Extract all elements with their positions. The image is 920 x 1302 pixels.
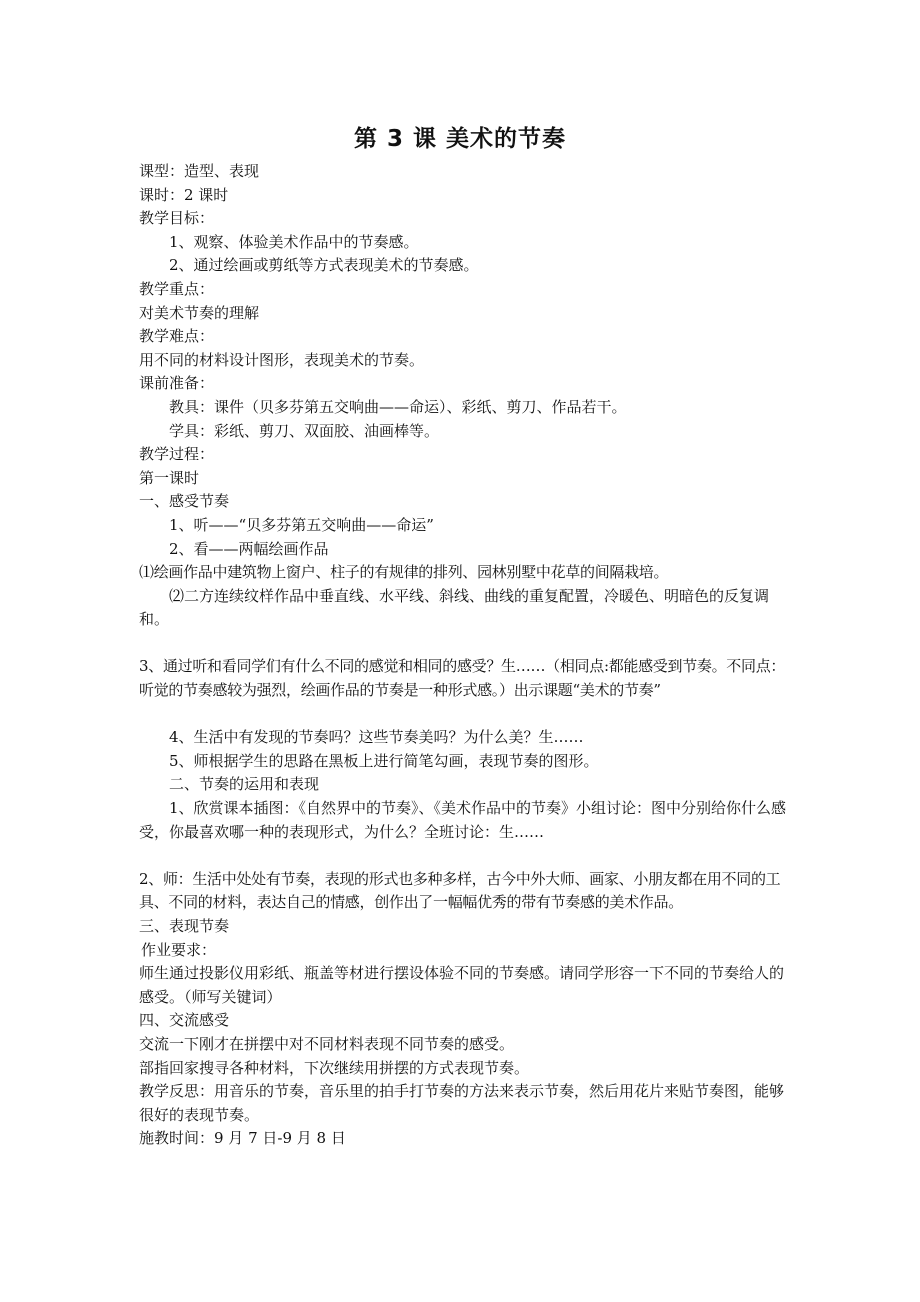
objective-item: 1、观察、体验美术作品中的节奏感。 (169, 232, 419, 251)
process-step: 1、欣赏课本插图：《自然界中的节奏》、《美术作品中的节奏》小组讨论：图中分别给你什么感受，你最喜欢哪一种的表现形式，为什么？全班讨论：生…… (139, 799, 787, 841)
paragraph-gap (139, 632, 794, 656)
document-body (139, 160, 794, 1151)
objective-item: 2、通过绘画或剪纸等方式表现美术的节奏感。 (169, 256, 479, 275)
exchange-text: 部指回家搜寻各种材料，下次继续用拼摆的方式表现节奏。 (139, 1058, 530, 1077)
homework-label: 作业要求： (141, 940, 217, 959)
part-heading-exchange: 四、交流感受 (139, 1011, 230, 1030)
teaching-date: 施教时间：9 月 7 日-9 月 8 日 (139, 1129, 346, 1148)
process-step: 2、看——两幅绘画作品 (169, 539, 329, 558)
lesson-hours: 课时：2 课时 (139, 185, 229, 204)
process-step: ⑴绘画作品中建筑物上窗户、柱子的有规律的排列、园林别墅中花草的间隔栽培。 (139, 563, 669, 582)
student-materials: 学具：彩纸、剪刀、双面胶、油画棒等。 (169, 421, 440, 440)
section-heading-process: 教学过程： (139, 445, 215, 464)
paragraph-gap (139, 844, 794, 868)
document-title: 第 3 课 美术的节奏 (353, 126, 567, 152)
teaching-aids: 教具：课件（贝多芬第五交响曲——命运）、彩纸、剪刀、作品若干。 (169, 397, 627, 416)
lesson-type: 课型：造型、表现 (139, 162, 260, 180)
part-heading-feel-rhythm: 一、感受节奏 (139, 492, 230, 511)
section-heading-difficulty: 教学难点： (139, 327, 215, 346)
difficulty-text: 用不同的材料设计图形，表现美术的节奏。 (139, 350, 425, 369)
section-heading-objectives: 教学目标： (139, 209, 215, 228)
process-step: 5、师根据学生的思路在黑板上进行简笔勾画，表现节奏的图形。 (169, 751, 599, 770)
process-step: 1、听——“贝多芬第五交响曲——命运” (169, 515, 434, 534)
process-step: ⑵二方连续纹样作品中垂直线、水平线、斜线、曲线的重复配置，冷暖色、明暗色的反复调和。 (139, 586, 770, 629)
homework-text: 师生通过投影仪用彩纸、瓶盖等材进行摆设体验不同的节奏感。请同学形容一下不同的节奏给人的感受。（师写关键词） (139, 964, 785, 1006)
process-step: 3、通过听和看同学们有什么不同的感觉和相同的感受？生……（相同点:都能感受到节奏。不同点：听觉的节奏感较为强烈，绘画作品的节奏是一种形式感。）出示课题“美术的节奏” (139, 657, 786, 700)
teaching-reflection: 教学反思：用音乐的节奏，音乐里的拍手打节奏的方法来表示节奏，然后用花片来贴节奏图，能够很好的表现节奏。 (139, 1082, 785, 1124)
process-step: 2、师：生活中处处有节奏，表现的形式也多种多样，古今中外大师、画家、小朋友都在用不同的工具、不同的材料，表达自己的情感，创作出了一幅幅优秀的带有节奏感的美术作品。 (139, 869, 781, 912)
key-point-text: 对美术节奏的理解 (139, 303, 260, 322)
section-heading-key-point: 教学重点： (139, 279, 215, 298)
part-heading-application: 二、节奏的运用和表现 (169, 775, 320, 794)
exchange-text: 交流一下刚才在拼摆中对不同材料表现不同节奏的感受。 (139, 1034, 515, 1053)
part-heading-express-rhythm: 三、表现节奏 (139, 917, 230, 935)
first-lesson-label: 第一课时 (139, 468, 200, 487)
paragraph-gap (139, 703, 794, 727)
section-heading-preparation: 课前准备： (139, 374, 215, 393)
process-step: 4、生活中有发现的节奏吗？这些节奏美吗？为什么美？生…… (169, 728, 584, 747)
